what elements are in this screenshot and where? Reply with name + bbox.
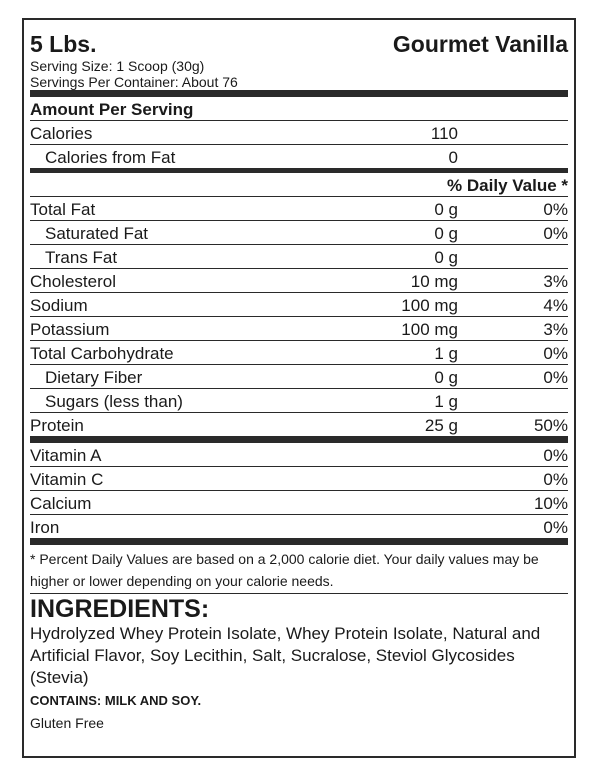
vitamin-row <box>30 443 568 467</box>
ingredients-text: Hydrolyzed Whey Protein Isolate, Whey Protein Isolate, Natural and Artificial Flavor, Soy Lecithin, Salt, Sucralose, Steviol Glycosides (Stevia) <box>30 624 541 687</box>
daily-value-header: % Daily Value * <box>447 176 568 195</box>
nutrient-label: Cholesterol <box>30 272 116 291</box>
vitamin-row <box>30 491 568 515</box>
calories-fat-row <box>30 145 568 168</box>
nutrient-row <box>30 389 568 413</box>
amount-per-serving-row <box>30 97 568 121</box>
nutrient-row <box>30 317 568 341</box>
calories-fat-label: Calories from Fat <box>45 148 176 167</box>
vitamin-dv: 0% <box>543 446 568 465</box>
ingredients-title: INGREDIENTS: <box>30 595 210 623</box>
label-header <box>30 20 568 58</box>
daily-value-header-row <box>30 173 568 197</box>
nutrient-amount: 100 mg <box>401 296 458 315</box>
calories-value: 110 <box>430 124 458 143</box>
nutrient-dv: 3% <box>543 272 568 291</box>
nutrient-label: Protein <box>30 416 84 435</box>
nutrient-row <box>30 365 568 389</box>
nutrient-row <box>30 413 568 436</box>
allergen-statement: CONTAINS: MILK AND SOY. <box>30 693 202 708</box>
nutrient-row <box>30 293 568 317</box>
vitamin-label: Calcium <box>30 494 92 513</box>
nutrient-amount: 1 g <box>434 344 458 363</box>
nutrient-dv: 50% <box>533 416 568 435</box>
nutrient-amount: 0 g <box>434 248 458 267</box>
nutrient-row <box>30 269 568 293</box>
nutrient-amount: 0 g <box>434 224 458 243</box>
nutrient-row <box>30 221 568 245</box>
divider-thick <box>30 436 568 443</box>
divider-thick <box>30 90 568 97</box>
vitamin-label: Vitamin C <box>30 470 104 489</box>
nutrient-label: Sodium <box>30 296 88 315</box>
servings-per-container: Servings Per Container: About 76 <box>30 74 238 90</box>
nutrient-label: Total Fat <box>30 200 96 219</box>
vitamin-label: Iron <box>30 518 60 537</box>
nutrient-dv: 3% <box>543 320 568 339</box>
package-size: 5 Lbs. <box>30 31 97 57</box>
nutrient-dv: 0% <box>543 200 568 219</box>
serving-size: Serving Size: 1 Scoop (30g) <box>30 58 205 74</box>
vitamin-dv: 10% <box>533 494 568 513</box>
nutrition-label <box>22 18 576 758</box>
amount-per-serving: Amount Per Serving <box>30 100 194 119</box>
nutrient-label: Dietary Fiber <box>45 368 143 387</box>
flavor-name: Gourmet Vanilla <box>392 31 568 57</box>
nutrient-row <box>30 341 568 365</box>
nutrient-dv: 4% <box>543 296 568 315</box>
calories-fat-value: 0 <box>448 148 458 167</box>
nutrient-dv: 0% <box>543 344 568 363</box>
footnote: * Percent Daily Values are based on a 2,000 calorie diet. Your daily values may be higher or lower depending on your calorie needs. <box>30 545 568 594</box>
nutrient-row <box>30 197 568 221</box>
nutrient-label: Potassium <box>30 320 110 339</box>
nutrient-row <box>30 245 568 269</box>
vitamin-row <box>30 515 568 538</box>
vitamin-dv: 0% <box>543 518 568 537</box>
vitamin-row <box>30 467 568 491</box>
nutrient-label: Trans Fat <box>45 248 118 267</box>
nutrient-amount: 0 g <box>434 368 458 387</box>
vitamin-label: Vitamin A <box>30 446 102 465</box>
calories-label: Calories <box>30 124 93 143</box>
nutrient-label: Saturated Fat <box>45 224 149 243</box>
nutrient-amount: 100 mg <box>401 320 458 339</box>
nutrient-amount: 25 g <box>424 416 458 435</box>
nutrient-label: Total Carbohydrate <box>30 344 174 363</box>
nutrient-dv: 0% <box>543 368 568 387</box>
nutrient-label: Sugars (less than) <box>45 392 183 411</box>
nutrient-dv: 0% <box>543 224 568 243</box>
vitamin-dv: 0% <box>543 470 568 489</box>
gluten-statement: Gluten Free <box>30 715 104 731</box>
divider-thick <box>30 538 568 545</box>
nutrient-amount: 0 g <box>434 200 458 219</box>
nutrient-amount: 1 g <box>434 392 458 411</box>
nutrient-amount: 10 mg <box>410 272 458 291</box>
calories-row <box>30 121 568 145</box>
